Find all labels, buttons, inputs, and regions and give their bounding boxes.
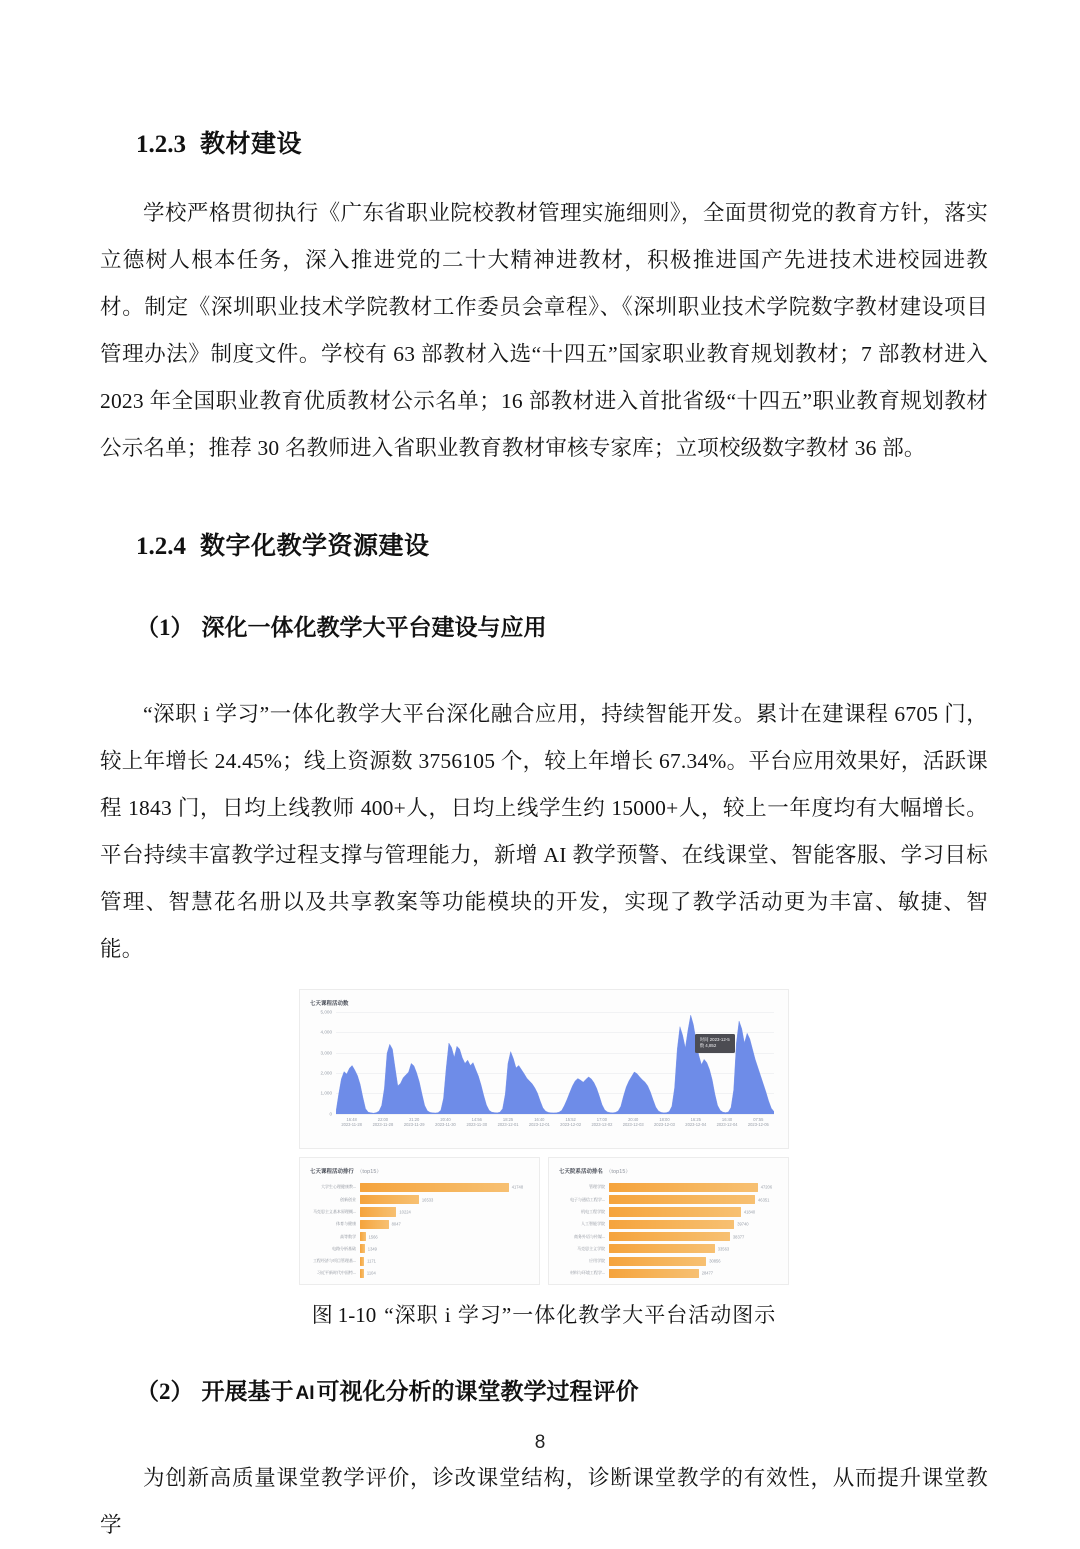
figure-caption (100, 1299, 988, 1329)
bar-charts-row (299, 1157, 789, 1285)
bar-row (559, 1220, 778, 1229)
bar-row (559, 1257, 778, 1266)
bar-value-label: 1349 (367, 1246, 377, 1252)
bar-fill (609, 1269, 699, 1278)
heading-sub-1 (136, 613, 988, 643)
bar-value-label: 1104 (366, 1270, 376, 1276)
paragraph-textbook-construction: 学校严格贯彻执行《广东省职业院校教材管理实施细则》，全面贯彻党的教育方针，落实立德树人根本任务，深入推进党的二十大精神进教材，积极推进国产先进技术进校园进教材。制定《深圳职业技术学院教材工作委员会章程》、《深圳职业技术学院数字教材建设项目管理办法》制度文件。学校有 63 部教材入选“十四五”国家职业教育规划教材；7 部教材进入 2023 年全国职业教育优质教材公示名单；16 部教材进入首批省级“十四五”职业教育规划教材公示名单；推荐 30 名教师进入省职业教育教材审核专家库；立项校级数字教材 36 部。 (100, 200, 988, 460)
x-axis-tick: 16:25 2023-12-04 (685, 1116, 707, 1128)
heading-sub-1-title: 深化一体化教学大平台建设与应用 (201, 614, 547, 640)
y-axis-tick: 1,000 (320, 1090, 332, 1096)
chart-title-department-activity-text: 七天院系活动排名 (559, 1168, 603, 1175)
heading-1-2-3-number: 1.2.3 (136, 131, 186, 158)
bar-fill (609, 1207, 741, 1216)
chart-title-area: 七天课程活动数 (310, 1000, 349, 1007)
bar-fill (609, 1220, 734, 1229)
bar-category-label: 应用学院 (589, 1258, 605, 1264)
figure-caption-prefix: 图 (311, 1302, 334, 1327)
bar-category-label: 体育与健康 (336, 1221, 356, 1227)
bar-fill (360, 1195, 419, 1204)
bar-track (609, 1220, 778, 1229)
bar-category-label: 工程经济与项目管理基... (312, 1258, 356, 1264)
bar-track (360, 1269, 529, 1278)
bar-value-label: 1171 (367, 1258, 376, 1264)
y-axis-tick: 5,000 (320, 1009, 332, 1015)
bar-track (360, 1244, 529, 1253)
heading-1-2-4-number: 1.2.4 (136, 532, 186, 560)
bar-track (609, 1232, 778, 1241)
bar-track (360, 1183, 529, 1192)
bar-track (360, 1232, 529, 1241)
bar-row (310, 1244, 529, 1253)
x-axis-tick: 20:40 2023-12-03 (622, 1116, 644, 1128)
y-axis-tick: 2,000 (320, 1070, 332, 1076)
bar-row (310, 1195, 529, 1204)
bar-value-label: 33563 (717, 1246, 730, 1252)
area-chart-tooltip (695, 1034, 735, 1053)
x-axis-tick: 18:00 2023-12-03 (654, 1116, 675, 1128)
heading-1-2-3-title: 教材建设 (200, 130, 303, 158)
bar-fill (609, 1195, 755, 1204)
x-axis-tick: 20:40 2023-11-30 (435, 1116, 456, 1128)
bar-value-label: 28477 (701, 1270, 714, 1276)
x-axis-tick: 16:40 2023-12-01 (528, 1116, 550, 1128)
bar-fill (609, 1232, 730, 1241)
heading-sub-1-marker: （1） (136, 615, 194, 640)
x-axis-tick: 07:55 2023-12-05 (747, 1116, 769, 1128)
bar-row (310, 1232, 529, 1241)
x-axis-tick: 21:20 2023-11-29 (403, 1116, 425, 1128)
bar-track (609, 1269, 778, 1278)
bar-track (609, 1183, 778, 1192)
y-axis-tick: 4,000 (320, 1029, 332, 1035)
figure-1-10 (100, 989, 988, 1329)
area-chart-svg (336, 1012, 774, 1114)
x-axis-tick: 14:56 2023-11-30 (466, 1116, 488, 1128)
bar-track (360, 1207, 529, 1216)
bar-track (609, 1257, 778, 1266)
bar-value-label: 47206 (760, 1184, 773, 1190)
bar-value-label: 41840 (743, 1209, 756, 1215)
tooltip-label: 时间 2023-12-5 (699, 1036, 730, 1042)
chart-card-seven-day-activity (299, 989, 789, 1149)
bar-category-label: 大学生心理健康教... (320, 1184, 356, 1190)
bar-list-course-activity (310, 1183, 529, 1278)
bar-category-label: 商务外语与传媒... (573, 1233, 605, 1239)
bar-category-label: 材料与环境工程学... (569, 1270, 605, 1276)
bar-category-label: 机电工程学院 (581, 1209, 605, 1215)
bar-category-label: 高等数学 (340, 1233, 356, 1239)
page-number: 8 (534, 1432, 546, 1453)
bar-value-label: 39740 (737, 1221, 749, 1227)
bar-row (559, 1207, 778, 1216)
bar-row (559, 1195, 778, 1204)
area-chart-plot (310, 1009, 776, 1128)
bar-row (310, 1207, 529, 1216)
bar-fill (360, 1244, 365, 1253)
chart-card-course-activity (299, 1157, 540, 1285)
bar-fill (360, 1207, 396, 1216)
heading-1-2-3 (136, 128, 988, 162)
bar-value-label: 8047 (391, 1221, 401, 1227)
bar-fill (360, 1220, 389, 1229)
y-axis-tick: 0 (329, 1111, 332, 1117)
x-axis-tick: 18:25 2023-12-01 (497, 1116, 519, 1128)
bar-value-label: 46351 (758, 1197, 770, 1203)
bar-category-label: 习近平新时代中国特... (316, 1270, 356, 1276)
bar-value-label: 16533 (421, 1197, 434, 1203)
area-chart-series (336, 1012, 774, 1128)
bar-category-label: 马克思主义基本原理概... (312, 1209, 356, 1215)
x-axis-tick: 16:40 2023-12-04 (716, 1116, 738, 1128)
paragraph-ai-evaluation: 为创新高质量课堂教学评价，诊改课堂结构，诊断课堂教学的有效性，从而提升课堂教学 (100, 1465, 988, 1537)
bar-category-label: 马克思主义学院 (577, 1245, 605, 1251)
bar-value-label: 30856 (709, 1258, 721, 1264)
bar-list-department-activity (559, 1183, 778, 1278)
bar-category-label: 管理学院 (589, 1184, 605, 1190)
bar-value-label: 38377 (732, 1234, 745, 1240)
bar-track (360, 1195, 529, 1204)
figure-caption-text: “深职 i 学习”一体化教学大平台活动图示 (384, 1302, 777, 1327)
spacer (100, 591, 988, 613)
heading-1-2-4-title: 数字化教学资源建设 (200, 531, 430, 560)
heading-sub-2-title-latin: AI (295, 1382, 315, 1404)
bar-fill (609, 1257, 706, 1266)
bar-value-label: 10224 (399, 1209, 411, 1215)
chart-title-department-activity-suffix: （top15） (605, 1168, 631, 1175)
bar-track (360, 1220, 529, 1229)
chart-card-department-activity (548, 1157, 789, 1285)
chart-title-course-activity-suffix: （top15） (356, 1168, 382, 1175)
bar-track (360, 1257, 529, 1266)
bar-category-label: 人工智能学院 (581, 1221, 605, 1227)
bar-value-label: 1566 (368, 1234, 378, 1240)
figure-image (299, 989, 789, 1285)
bar-fill (609, 1244, 715, 1253)
bar-row (310, 1269, 529, 1278)
bar-category-label: 创新创业 (340, 1196, 356, 1202)
y-axis-tick: 3,000 (320, 1050, 332, 1056)
heading-sub-2-title-before: 开展基于 (201, 1377, 294, 1404)
bar-fill (360, 1183, 509, 1192)
x-axis-tick: 22:00 2023-11-28 (372, 1116, 394, 1128)
spacer (100, 490, 988, 530)
bar-row (310, 1257, 529, 1266)
bar-track (609, 1207, 778, 1216)
bar-track (609, 1244, 778, 1253)
bar-category-label: 电子与通信工程学... (569, 1196, 605, 1202)
bar-fill (360, 1257, 364, 1266)
chart-title-course-activity-text: 七天课程活动排行 (310, 1168, 354, 1175)
x-axis-tick: 17:00 2023-12-02 (591, 1116, 613, 1128)
spacer (100, 669, 988, 691)
heading-1-2-4 (136, 530, 988, 564)
bar-fill (609, 1183, 758, 1192)
bar-row (310, 1220, 529, 1229)
tooltip-value: 数 4,852 (699, 1043, 717, 1049)
bar-row (559, 1244, 778, 1253)
spacer (100, 1329, 988, 1377)
bar-row (559, 1183, 778, 1192)
figure-caption-number: 1-10 (337, 1302, 377, 1327)
heading-sub-2-title-after: 可视化分析的课堂教学过程评价 (316, 1377, 639, 1404)
bar-row (559, 1269, 778, 1278)
chart-title-department-activity (559, 1167, 778, 1175)
bar-row (559, 1232, 778, 1241)
bar-track (609, 1195, 778, 1204)
bar-fill (360, 1269, 364, 1278)
page-content (100, 128, 988, 1549)
bar-category-label: 电路分析基础 (332, 1245, 356, 1251)
bar-row (310, 1183, 529, 1192)
x-axis-tick: 15:52 2023-12-02 (560, 1116, 582, 1128)
heading-sub-2-marker: （2） (136, 1378, 194, 1404)
bar-value-label: 41748 (511, 1184, 524, 1190)
chart-title-course-activity (310, 1167, 529, 1175)
paragraph-platform-application: “深职 i 学习”一体化教学大平台深化融合应用，持续智能开发。累计在建课程 6705 门，较上年增长 24.45%；线上资源数 3756105 个，较上年增长 67.34%。平台应用效果好，活跃课程 1843 门，日均上线教师 400+人，日均上线学生约 15000+人，较上一年度均有大幅增长。平台持续丰富教学过程支撑与管理能力，新增 AI 教学预警、在线课堂、智能客服、学习目标管理、智慧花名册以及共享教案等功能模块的开发，实现了教学活动更为丰富、敏捷、智能。 (100, 701, 988, 961)
bar-fill (360, 1232, 366, 1241)
x-axis-tick: 16:48 2023-11-28 (341, 1116, 362, 1128)
heading-sub-2 (136, 1377, 988, 1407)
